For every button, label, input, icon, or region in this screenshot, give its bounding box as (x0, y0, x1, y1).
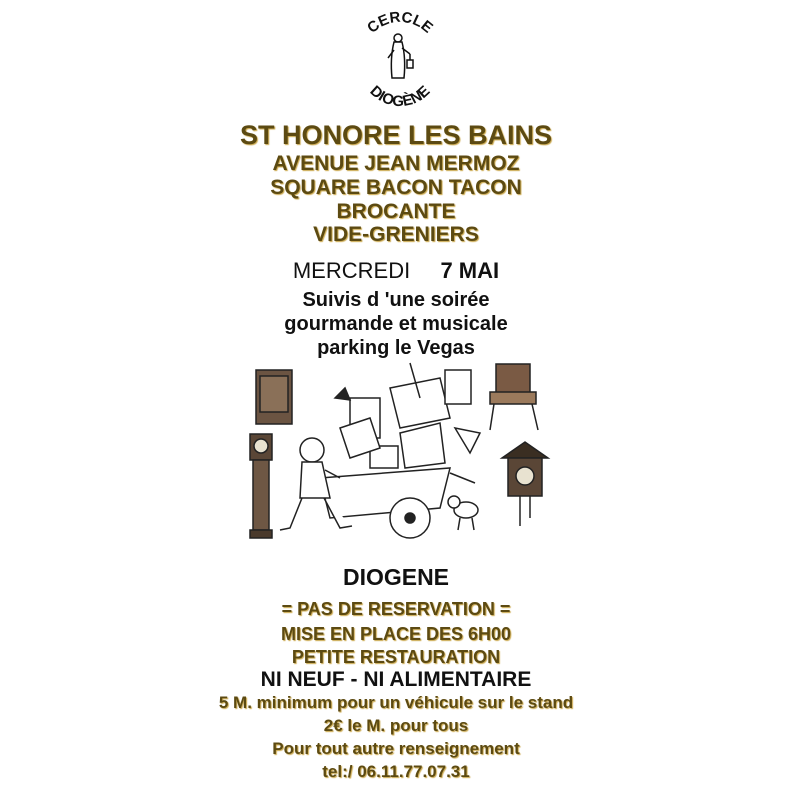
logo-bottom-text: DIOGÈNE (366, 82, 434, 111)
svg-text:DIOGÈNE (367, 82, 434, 110)
phone-number: tel:/ 06.11.77.07.31 (322, 762, 470, 781)
cercle-diogene-logo (350, 8, 450, 118)
pile-of-objects-icon (335, 363, 480, 468)
flea-market-cart-illustration (240, 358, 560, 548)
food-info: PETITE RESTAURATION (291, 647, 501, 667)
street-line: AVENUE JEAN MERMOZ (272, 152, 520, 175)
diogenes-figure-icon (388, 34, 413, 78)
cabinet-icon (256, 370, 292, 424)
cuckoo-clock-icon (502, 442, 548, 526)
info-line: Pour tout autre renseignement (272, 739, 520, 758)
vehicle-rule: 5 M. minimum pour un véhicule sur le stand (218, 693, 574, 712)
no-new-no-food: NI NEUF - NI ALIMENTAIRE (260, 668, 532, 691)
event-date (0, 258, 792, 284)
town-title: ST HONORE LES BAINS (239, 120, 553, 150)
logo-top-text: CERCLE (364, 8, 437, 37)
price-info: 2€ le M. pour tous (323, 716, 469, 735)
setup-time: MISE EN PLACE DES 6H00 (280, 624, 512, 644)
organizer-name: DIOGENE (342, 564, 450, 590)
evening-line-1: Suivis d 'une soirée (302, 289, 490, 311)
event-brocante: BROCANTE (336, 200, 456, 223)
dog-icon (448, 496, 478, 530)
evening-line-3: parking le Vegas (317, 337, 475, 359)
evening-line-2: gourmande et musicale (284, 313, 508, 335)
square-line: SQUARE BACON TACON (270, 176, 522, 199)
event-vide-greniers: VIDE-GRENIERS (313, 223, 479, 246)
grandfather-clock-icon (250, 434, 272, 538)
armchair-icon (490, 364, 538, 430)
svg-text:CERCLE (364, 9, 436, 37)
date-date: 7 MAI (440, 258, 500, 283)
no-reservation: = PAS DE RESERVATION = (281, 599, 511, 619)
date-day: MERCREDI (292, 258, 411, 283)
